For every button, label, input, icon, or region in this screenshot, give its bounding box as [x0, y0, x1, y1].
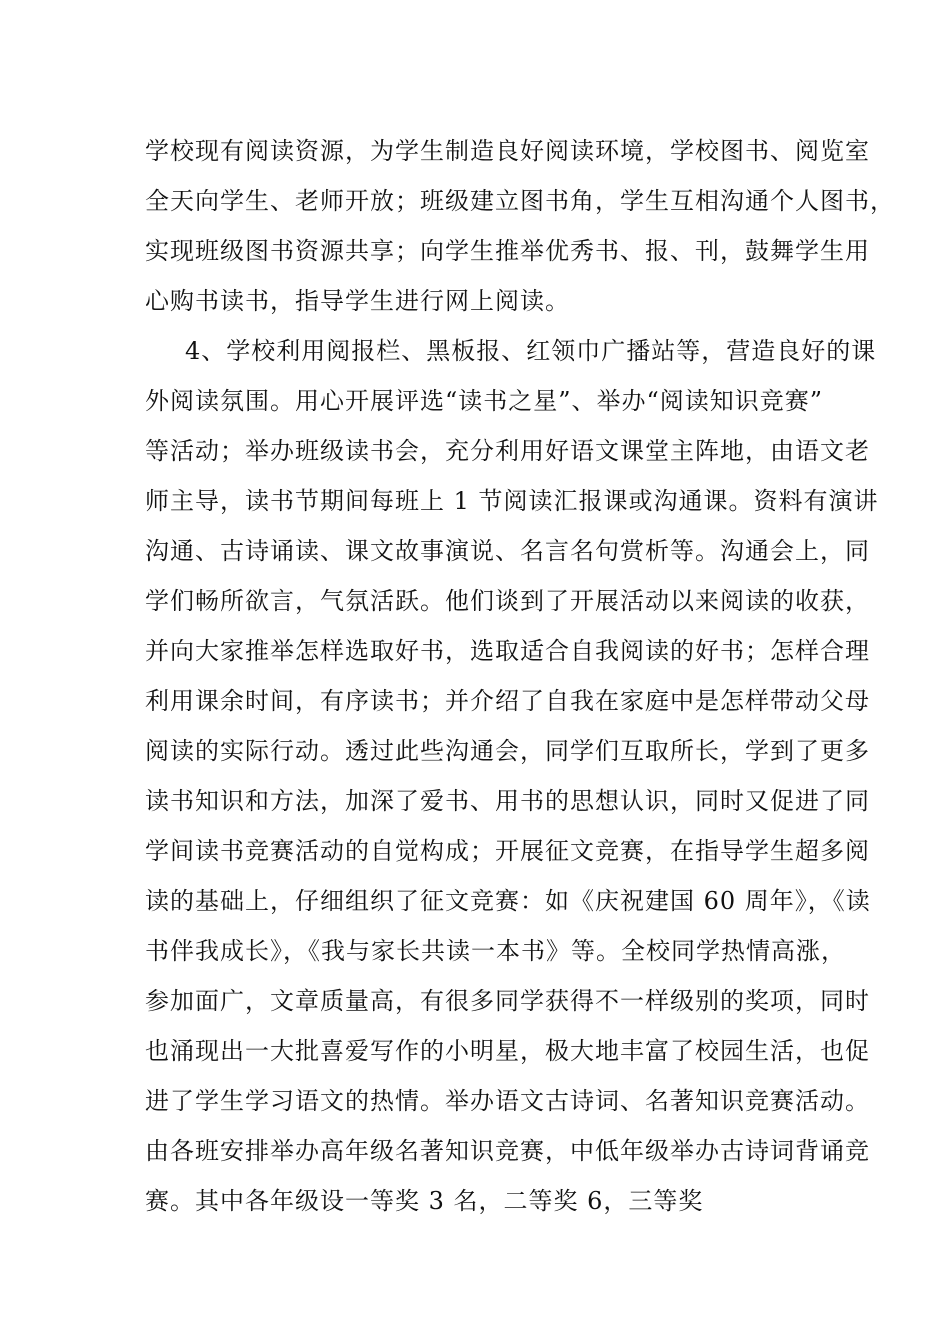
- text-line: 全天向学生、老师开放；班级建立图书角，学生互相沟通个人图书，: [145, 187, 895, 215]
- text-line: 学校现有阅读资源，为学生制造良好阅读环境，学校图书、阅览室: [145, 137, 870, 165]
- text-line: 读书知识和方法，加深了爱书、用书的思想认识，同时又促进了同: [145, 787, 870, 815]
- text-line: 心购书读书，指导学生进行网上阅读。: [145, 287, 570, 315]
- text-line: 利用课余时间，有序读书；并介绍了自我在家庭中是怎样带动父母: [145, 687, 870, 715]
- text-line: 进了学生学习语文的热情。举办语文古诗词、名著知识竞赛活动。: [145, 1087, 870, 1115]
- text-line: 赛。其中各年级设一等奖 3 名，二等奖 6，三等奖: [145, 1187, 704, 1215]
- text-line: 并向大家推举怎样选取好书，选取适合自我阅读的好书；怎样合理: [145, 637, 870, 665]
- text-line: 沟通、古诗诵读、课文故事演说、名言名句赏析等。沟通会上，同: [145, 537, 870, 565]
- text-line: 参加面广，文章质量高，有很多同学获得不一样级别的奖项，同时: [145, 987, 870, 1015]
- text-line: 读的基础上，仔细组织了征文竞赛：如《庆祝建国 60 周年》，《读: [145, 887, 871, 915]
- text-line: 阅读的实际行动。透过此些沟通会，同学们互取所长，学到了更多: [145, 737, 870, 765]
- text-line: 等活动；举办班级读书会，充分利用好语文课堂主阵地，由语文老: [145, 437, 870, 465]
- text-line: 实现班级图书资源共享；向学生推举优秀书、报、刊，鼓舞学生用: [145, 237, 870, 265]
- text-line: 由各班安排举办高年级名著知识竞赛，中低年级举办古诗词背诵竞: [145, 1137, 870, 1165]
- text-line: 师主导，读书节期间每班上 1 节阅读汇报课或沟通课。资料有演讲: [145, 487, 879, 515]
- text-line: 也涌现出一大批喜爱写作的小明星，极大地丰富了校园生活，也促: [145, 1037, 870, 1065]
- text-line: 书伴我成长》，《我与家长共读一本书》等。全校同学热情高涨，: [145, 937, 846, 965]
- text-line: 学们畅所欲言，气氛活跃。他们谈到了开展活动以来阅读的收获，: [145, 587, 870, 615]
- text-line: 学间读书竞赛活动的自觉构成；开展征文竞赛，在指导学生超多阅: [145, 837, 870, 865]
- text-line: 4、学校利用阅报栏、黑板报、红领巾广播站等，营造良好的课: [185, 337, 877, 365]
- text-line: 外阅读氛围。用心开展评选“读书之星”、举办“阅读知识竞赛”: [145, 387, 824, 415]
